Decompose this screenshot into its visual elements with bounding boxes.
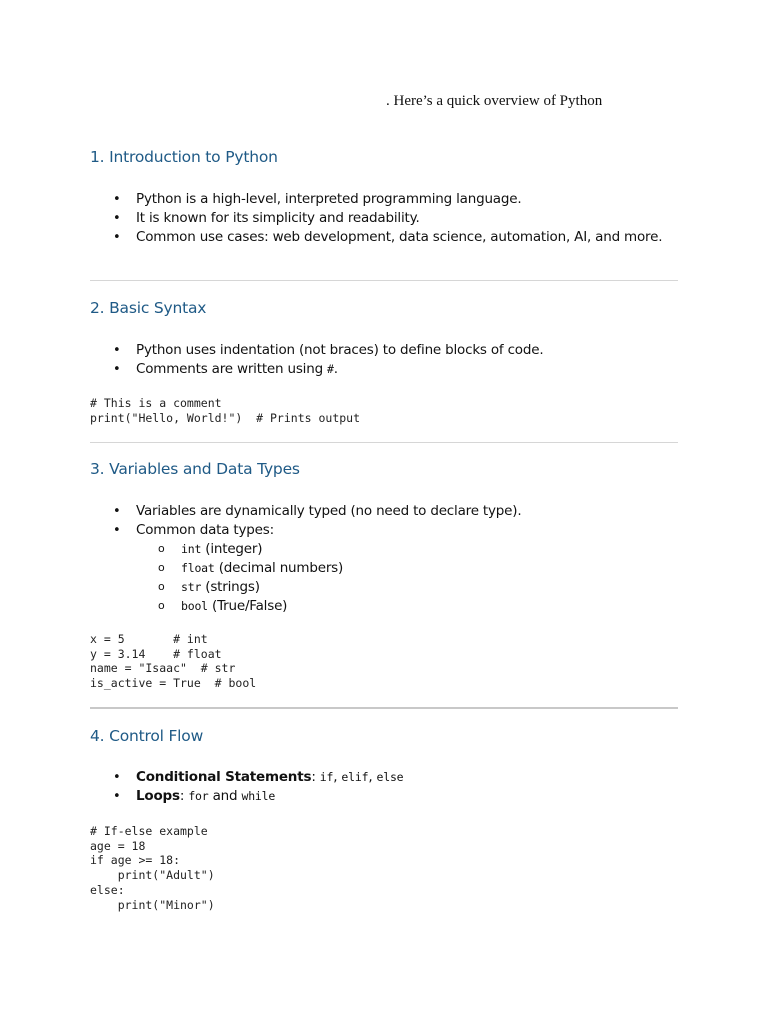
- inline-code: elif: [341, 770, 369, 784]
- inline-code: while: [241, 789, 276, 803]
- section-heading-introduction: 1. Introduction to Python: [90, 148, 278, 166]
- section-heading-variables: 3. Variables and Data Types: [90, 460, 300, 478]
- inline-code: if: [319, 770, 334, 784]
- list-item-text: .: [333, 361, 338, 377]
- sublist-item: [0, 597, 521, 616]
- bold-label: Loops: [136, 788, 180, 804]
- list-item: [0, 787, 403, 806]
- list-item: • Python uses indentation (not braces) to define blocks of code.: [0, 341, 543, 360]
- separator: :: [179, 788, 189, 804]
- list-item: [0, 768, 403, 787]
- inline-code: #: [327, 362, 334, 376]
- list-item-text: Comments are written using: [136, 361, 328, 377]
- separator: :: [311, 769, 320, 785]
- separator: ,: [333, 769, 342, 785]
- section-heading-control-flow: 4. Control Flow: [90, 727, 204, 745]
- code-block-syntax: # This is a comment print("Hello, World!") # Prints output: [90, 396, 361, 425]
- list-item-text: Common data types:: [136, 522, 274, 538]
- inline-code: else: [376, 770, 404, 784]
- section-divider: [90, 442, 678, 443]
- variables-bullet-list: [0, 502, 521, 616]
- sublist-item: [0, 559, 521, 578]
- separator: and: [208, 788, 242, 804]
- separator: ,: [368, 769, 377, 785]
- inline-code: float: [181, 561, 215, 575]
- inline-code: for: [188, 789, 209, 803]
- list-item: [0, 360, 543, 379]
- syntax-bullet-list: [0, 341, 543, 379]
- sublist-item: [0, 578, 521, 597]
- inline-code: bool: [181, 599, 208, 613]
- list-item: • Python is a high-level, interpreted programming language.: [0, 190, 662, 209]
- list-item: • Common use cases: web development, data science, automation, AI, and more.: [0, 228, 662, 247]
- sublist-item-text: (integer): [201, 541, 263, 557]
- list-item: • It is known for its simplicity and readability.: [0, 209, 662, 228]
- bold-label: Conditional Statements: [136, 769, 312, 785]
- code-block-variables: x = 5 # int y = 3.14 # float name = "Isaac" # str is_active = True # bool: [90, 632, 257, 691]
- list-item: • Variables are dynamically typed (no need to declare type).: [0, 502, 521, 521]
- code-block-control-flow: # If-else example age = 18 if age >= 18: print("Adult") else: print("Minor"): [90, 824, 215, 912]
- sublist-item: [0, 540, 521, 559]
- inline-code: str: [181, 580, 202, 594]
- data-types-sublist: [136, 540, 521, 616]
- intro-bullet-list: [0, 190, 662, 247]
- list-item: [0, 521, 521, 616]
- control-flow-bullet-list: [0, 768, 403, 806]
- sublist-item-text: (decimal numbers): [214, 560, 344, 576]
- sublist-item-text: (strings): [201, 579, 260, 595]
- inline-code: int: [181, 542, 202, 556]
- intro-text: . Here’s a quick overview of Python: [386, 93, 603, 109]
- section-heading-basic-syntax: 2. Basic Syntax: [90, 299, 207, 317]
- section-divider: [90, 280, 678, 281]
- sublist-item-text: (True/False): [207, 598, 288, 614]
- section-divider: [90, 707, 678, 709]
